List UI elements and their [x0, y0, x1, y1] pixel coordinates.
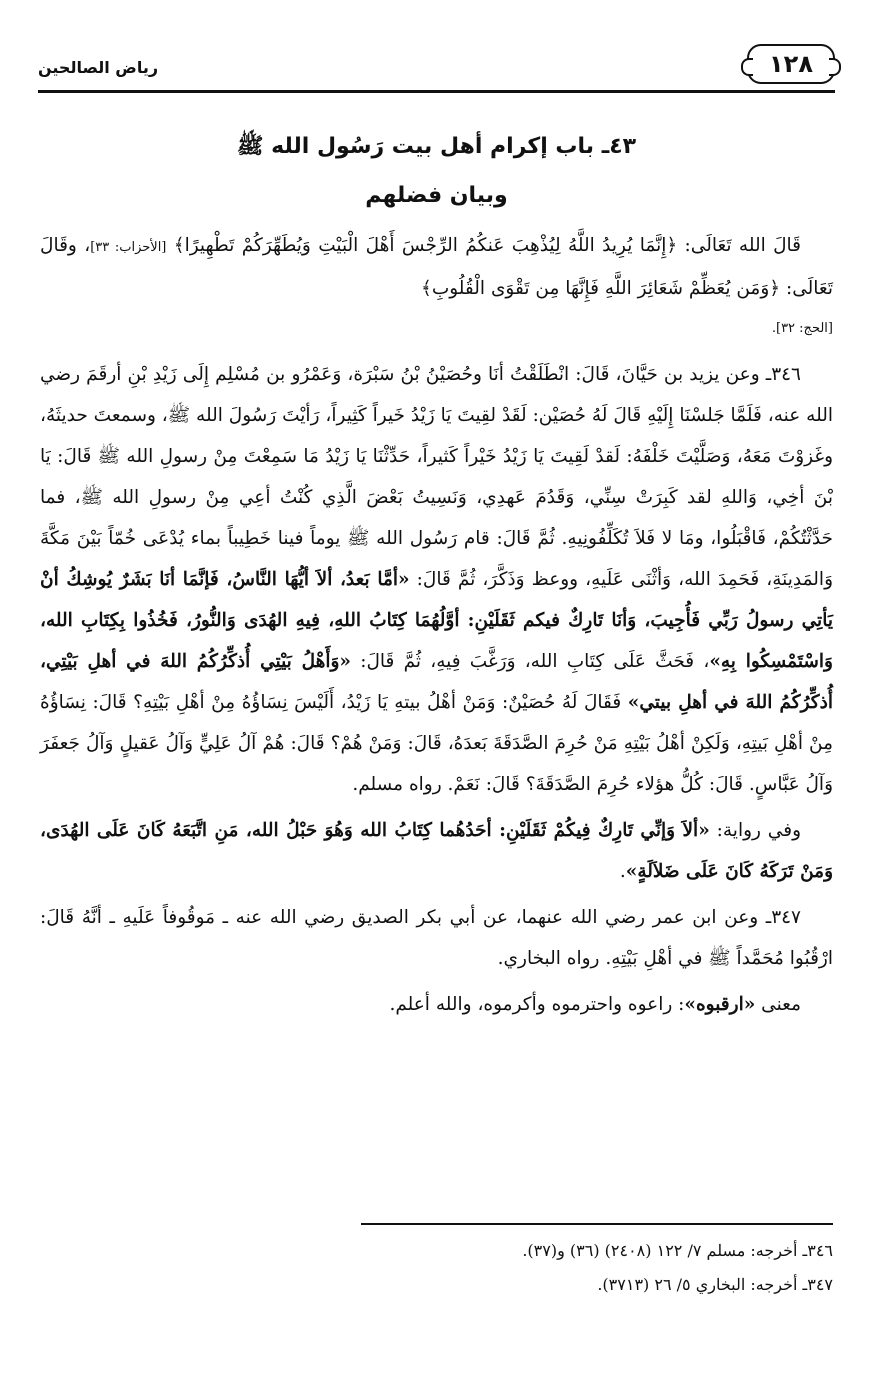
hadith-346-part3: فَقَالَ لَهُ حُصَيْنٌ: وَمَنْ أهْلُ بيتهِ يَا زَيْدُ، أَلَيْسَ نِسَاؤُهُ مِنْ أهْلِ بَيْتِهِ؟ قَالَ: نِسَاؤُهُ مِنْ أهْلِ بَيتِهِ، وَلَكِنْ أهْلُ بَيْتِهِ مَنْ حُرِمَ الصَّدَقَةَ بَعدَهُ، قَالَ: وَمَنْ هُمْ؟ قَالَ: هُمْ آلُ عَلِيٍّ وَآلُ عَقيلٍ وَآلُ جَعفَرَ وَآلُ عَبَّاسٍ. قَالَ: كُلُّ هؤلاء حُرِمَ الصَّدَقَةَ؟ قَالَ: نَعَمْ. رواه مسلم. — [40, 692, 833, 795]
footnotes — [40, 1234, 833, 1302]
variant-intro: وفي رواية: — [716, 820, 802, 841]
hadith-346 — [40, 354, 833, 805]
verse-1: قَالَ الله تَعَالَى: ﴿إِنَّمَا يُرِيدُ اللَّهُ لِيُذْهِبَ عَنكُمُ الرِّجْسَ أَهْلَ الْبَيْتِ وَيُطَهِّرَكُمْ تَطْهِيرًا﴾ — [173, 235, 801, 256]
hadith-346-bold2: «وَأَهْلُ بَيْتِي أُذكِّرُكُمُ اللهَ في أهلِ بَيْتِي، أُذكِّرُكُمُ اللهَ في أهلِ بيتي» — [40, 651, 833, 713]
header-divider — [38, 90, 835, 93]
citation-hajj: [الحج: ٣٢]. — [771, 321, 833, 336]
meaning-paragraph — [40, 984, 833, 1025]
main-text — [40, 225, 833, 1030]
footnote-347: ٣٤٧ـ أخرجه: البخاري ٥/ ٢٦ (٣٧١٣). — [597, 1275, 833, 1294]
footnote-346: ٣٤٦ـ أخرجه: مسلم ٧/ ١٢٢ (٢٤٠٨) (٣٦) و(٣٧). — [522, 1241, 833, 1260]
hadith-346-bold1: «أمَّا بَعدُ، ألاَ أيُّهَا النَّاسُ، فَإنَّمَا أنَا بَشَرٌ يُوشِكُ أنْ يَأتِي رسولُ رَبِّي فَأُجِيبَ، وَأنَا تَارِكٌ فيكم ثَقَلَيْنِ: أوَّلُهُمَا كِتَابُ اللهِ، فِيهِ الهُدَى وَالنُّورُ، فَخُذُوا بِكِتَابِ الله، وَاسْتَمْسِكُوا بِهِ» — [40, 569, 833, 672]
meaning-word: «ارقبوه» — [684, 994, 756, 1015]
page-header — [38, 40, 835, 95]
chapter-subtitle: وبيان فضلهم — [365, 183, 508, 208]
hadith-346-variant — [40, 810, 833, 892]
meaning-intro: معنى — [761, 994, 801, 1015]
hadith-347: ٣٤٧ـ وعن ابن عمر رضي الله عنهما، عن أبي بكر الصديق رضي الله عنه ـ مَوقُوفاً عَلَيهِ ـ أنَّهُ قَالَ: ارْقُبُوا مُحَمَّداً ﷺ في أهْلِ بَيْتِهِ. رواه البخاري. — [40, 907, 833, 969]
verses-paragraph — [40, 225, 833, 309]
variant-end: . — [619, 861, 626, 882]
running-title: رياض الصالحين — [38, 58, 159, 77]
variant-text: «ألاَ وَإنِّي تَارِكٌ فِيكُمْ ثَقَلَيْنِ: أحَدُهُما كِتَابُ الله وَهُوَ حَبْلُ الله، مَنِ اتَّبَعَهُ كَانَ عَلَى الهُدَى، وَمَنْ تَرَكَهُ كَانَ عَلَى ضَلاَلَةٍ» — [40, 820, 833, 882]
footnote-divider — [361, 1223, 833, 1225]
hadith-346-part1: ٣٤٦ـ وعن يزيد بن حَيَّانَ، قَالَ: انْطَلَقْتُ أنَا وحُصَيْنُ بْنُ سَبْرَة، وَعَمْرُو بن مُسْلِم إِلَى زَيْدِ بْنِ أرقَمَ رضي الله عنه، فَلَمَّا جَلسْنَا إِلَيْهِ قَالَ لَهُ حُصَيْن: لَقَدْ لقِيتَ يَا زَيْدُ خَيراً كَثِيراً، رَأيْتَ رَسُولَ الله ﷺ، وسمعتَ حديثَهُ، وغَزوْتَ مَعَهُ، وَصَلَّيْتَ خَلْفَهُ: لَقدْ لَقِيتَ يَا زَيْدُ خَيْراً كَثيراً، حَدِّثْنَا يَا زَيْدُ مَا سَمِعْتَ مِنْ رسولِ الله ﷺ قَالَ: يَا بْنَ أخِي، وَاللهِ لقد كَبِرَتْ سِنِّي، وَقَدُمَ عَهدِي، وَنَسِيتُ بَعْضَ الَّذِي كُنْتُ أعِي مِنْ رسولِ الله ﷺ، فما حَدَّثْتُكُمْ، فَاقْبَلُوا، ومَا لا فَلاَ تُكَلِّفُونِيهِ. ثُمَّ قَالَ: قام رَسُول الله ﷺ يوماً فينا خَطِيباً بماء يُدْعَى خُمّاً بَيْنَ مَكَّةَ وَالمَدِينَةِ، فَحَمِدَ الله، وَأثْنَى عَلَيهِ، ووعظ وَذَكَّرَ، ثُمَّ قَالَ: — [40, 364, 834, 590]
meaning-text: : راعوه واحترموه وأكرموه، والله أعلم. — [389, 994, 685, 1015]
hadith-346-part2: ، فَحَثَّ عَلَى كِتَابِ الله، وَرَغَّبَ فِيهِ، ثُمَّ قَالَ: — [360, 651, 710, 672]
verse-2: ، وقَالَ تَعَالَى: ﴿وَمَن يُعَظِّمْ شَعَائِرَ اللَّهِ فَإِنَّهَا مِن تَقْوَى الْقُلُوبِ﴾ — [40, 235, 833, 299]
chapter-title: ٤٣ـ باب إكرام أهل بيت رَسُول الله ﷺ — [236, 134, 637, 159]
page-number: ١٢٨ — [747, 44, 835, 84]
citation-ahzab: [الأحزاب: ٣٣] — [90, 240, 167, 255]
